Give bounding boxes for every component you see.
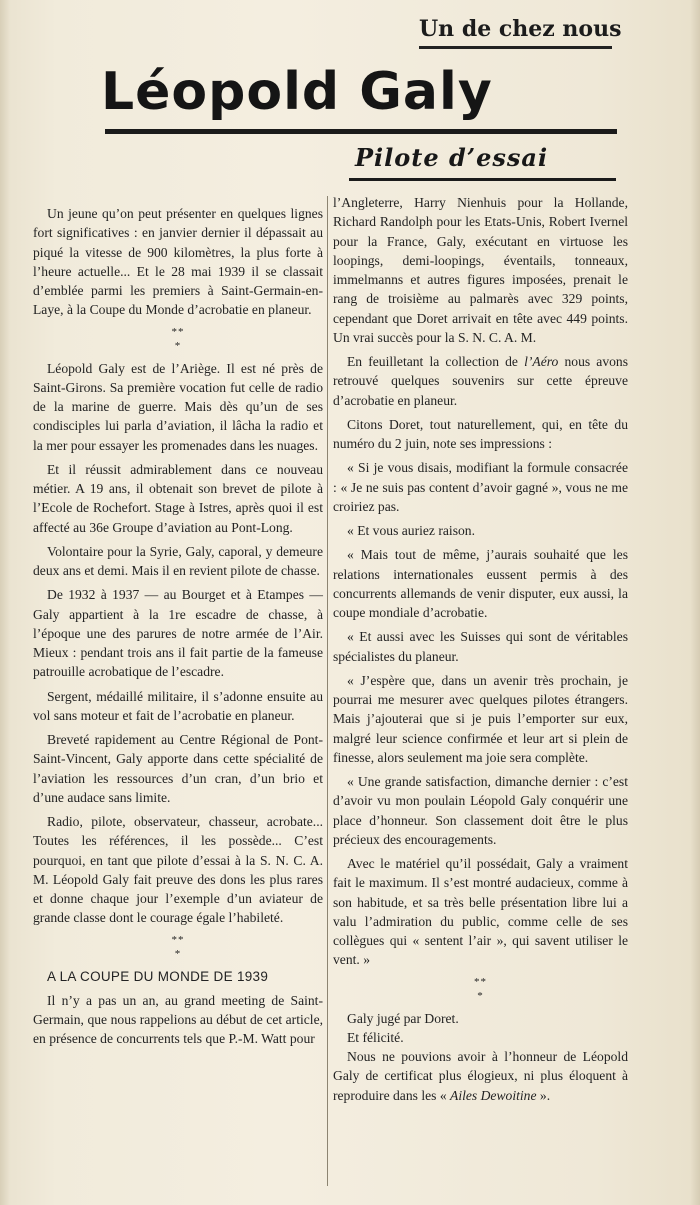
article-title: Léopold Galy — [101, 62, 493, 122]
paper-edge-right — [690, 0, 700, 1205]
quote-paragraph: « J’espère que, dans un avenir très prochain, je pourrai me mesurer avec quelques pilotes étrangers. Mais j’ajouterai que si je puis l’emporter sur eux, malgré leur science confirmée et leur art si plein de finesse, alors seulement ma joie sera complète. — [333, 672, 628, 765]
quote-paragraph: « Mais tout de même, j’aurais souhaité que les relations internationales eussent permis à des concurrents allemands de venir disputer, eux aussi, la coupe mondiale d’acrobatie. — [333, 547, 628, 620]
asterism-glyph: ** * — [171, 325, 185, 352]
paragraph: Radio, pilote, observateur, chasseur, acrobate... Toutes les références, il les possède... C’est pourquoi, en tant que pilote d’essai à la S. N. C. A. M. Léopold Galy fait preuve des dons les plus rares et donne chaque jour l’exemple d’un aviateur de grande classe dont le courage égale l’habileté. — [33, 814, 323, 926]
asterism-glyph: ** * — [474, 975, 487, 1002]
quote-paragraph: « Une grande satisfaction, dimanche dernier : c’est d’avoir vu mon poulain Léopold Galy conquérir une place d’honneur. Son classement doit être le plus précieux des encouragements. — [333, 774, 628, 847]
paragraph: l’Angleterre, Harry Nienhuis pour la Hollande, Richard Randolph pour les Etats-Unis, Robert Ivernel pour la France, Galy, exécutant en virtuose les loopings, demi-loopings, éventails, tonneaux, immelmanns et autres figures imposées, prenait le rang de troisième au palmarès avec 329 points, cependant que Doret arrivait en tête avec 449 points. Un vrai succès pour la S. N. C. A. M. — [333, 195, 628, 345]
kicker-heading: Un de chez nous — [419, 16, 622, 42]
paragraph: Et il réussit admirablement dans ce nouveau métier. A 19 ans, il obtenait son brevet de pilote à l’Ecole de Rochefort. Stage à Istres, après quoi il est affecté au 36e Groupe d’aviation au Pont-Long. — [33, 461, 323, 535]
paragraph — [333, 1047, 628, 1105]
paragraph: Léopold Galy est de l’Ariège. Il est né près de Saint-Girons. Sa première vocation fut celle de radio de la marine de guerre. Mais dès qu’un de ses condisciples lui parla d’aviation, il lâcha la radio et la mer pour essayer les promenades dans les nuages. — [33, 360, 323, 453]
title-underline — [105, 129, 617, 134]
paragraph: Et félicité. — [347, 1029, 404, 1045]
paper-edge-left — [0, 0, 10, 1205]
paragraph: De 1932 à 1937 — au Bourget et à Etampes — Galy appartient à la 1re escadre de chasse, à l’époque une des parures de notre armée de l’Air. Mieux : pendant trois ans il fait partie de la fameuse patrouille acrobatique de l’escadre. — [33, 587, 323, 680]
quote-paragraph: « Et vous auriez raison. — [347, 523, 475, 538]
asterism-separator — [333, 975, 628, 1003]
asterism-glyph: ** * — [171, 933, 185, 960]
kicker-underline — [419, 46, 612, 49]
quote-paragraph: « Si je vous disais, modifiant la formule consacrée : « Je ne suis pas content d’avoir gagné », vous ne me croiriez pas. — [333, 460, 628, 514]
subtitle-underline — [349, 178, 616, 181]
paragraph: Il n’y a pas un an, au grand meeting de Saint-Germain, que nous rappelions au début de cet article, en présence de concurrents tels que P.-M. Watt pour — [33, 992, 323, 1047]
asterism-separator — [33, 933, 323, 961]
paragraph: Un jeune qu’on peut présenter en quelques lignes fort significatives : en janvier dernier il dépassait au piqué la vitesse de 900 kilomètres, la plus forte à l’heure actuelle... Et le 28 mai 1939 il se classait d’emblée parmi les premiers à Saint-Germain-en-Laye, à la Coupe du Monde d’acrobatie en planeur. — [33, 206, 323, 318]
paragraph: Galy jugé par Doret. — [347, 1010, 459, 1026]
text-run: Nous ne pouvions avoir à l’honneur de Léopold Galy de certificat plus élogieux, ni plus éloquent à reproduire dans les « — [333, 1049, 628, 1103]
text-run: ». — [536, 1087, 551, 1103]
publication-title: Ailes Dewoitine — [450, 1087, 537, 1103]
paragraph — [333, 352, 628, 410]
left-column — [33, 204, 323, 1054]
text-run: En feuilletant la collection de — [347, 354, 525, 369]
article-subtitle: Pilote d’essai — [355, 143, 549, 172]
paragraph: Sergent, médaillé militaire, il s’adonne ensuite au vol sans moteur et fait de l’acrobatie en planeur. — [33, 688, 323, 723]
quote-paragraph: « Et aussi avec les Suisses qui sont de véritables spécialistes du planeur. — [333, 629, 628, 664]
right-column — [333, 193, 628, 1110]
paragraph: Volontaire pour la Syrie, Galy, caporal, y demeure deux ans et demi. Mais il en revient pilote de chasse. — [33, 543, 323, 578]
quote-paragraph: Avec le matériel qu’il possédait, Galy a vraiment fait le maximum. Il s’est montré audacieux, comme à son habitude, et sa très belle présentation libre lui a valu l’admiration du public, comme celle de ses collègues qui « sentent l’air », qui savent utiliser le vent. » — [333, 856, 628, 968]
section-heading: A LA COUPE DU MONDE DE 1939 — [47, 968, 269, 984]
publication-title: l’Aéro — [524, 354, 559, 369]
paragraph: Breveté rapidement au Centre Régional de Pont-Saint-Vincent, Galy apporte dans cette spécialité de l’aviation les ressources d’un cran, d’un brio et d’une audace sans limite. — [33, 732, 323, 805]
column-divider — [327, 196, 328, 1186]
asterism-separator — [33, 325, 323, 353]
text-run: nous avons retrouvé quelques souvenirs sur cette épreuve d’acrobatie en planeur. — [333, 354, 629, 408]
paragraph: Citons Doret, tout naturellement, qui, en tête du numéro du 2 juin, note ses impressions : — [333, 416, 628, 451]
